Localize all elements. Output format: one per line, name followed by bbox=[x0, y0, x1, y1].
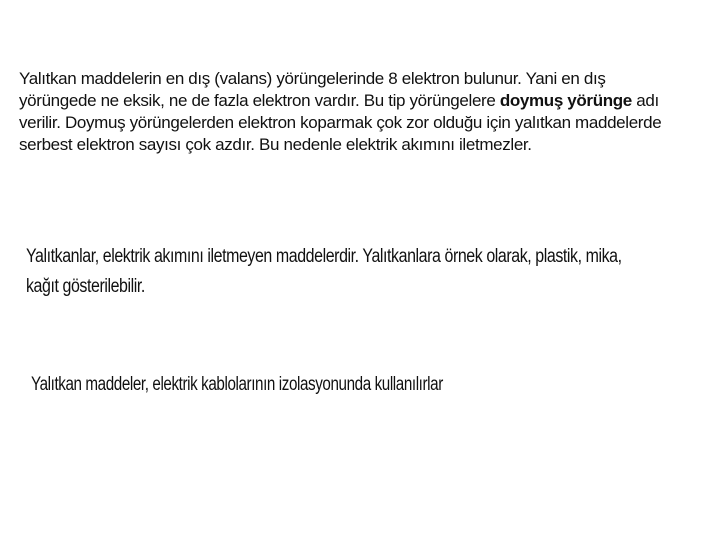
paragraph-line: kağıt gösterilebilir. bbox=[26, 276, 145, 297]
emphasis-term: doymuş yörünge bbox=[499, 91, 632, 110]
paragraph-line: Yalıtkan maddeler, elektrik kablolarının izolasyonunda kullanılırlar bbox=[31, 374, 443, 395]
paragraph-line bbox=[19, 90, 709, 112]
text-run: adı bbox=[631, 91, 659, 110]
text-run: yörüngede ne eksik, ne de fazla elektron vardır. Bu tip yörüngelere bbox=[19, 91, 500, 110]
paragraph-insulator-examples bbox=[26, 242, 715, 302]
paragraph-line: serbest elektron sayısı çok azdır. Bu nedenle elektrik akımını iletmezler. bbox=[19, 135, 532, 154]
paragraph-line: Yalıtkan maddelerin en dış (valans) yörüngelerinde 8 elektron bulunur. Yani en dış bbox=[19, 69, 606, 88]
paragraph-line: Yalıtkanlar, elektrik akımını iletmeyen maddelerdir. Yalıtkanlara örnek olarak, plastik, mika, bbox=[26, 246, 622, 267]
paragraph-insulator-usage bbox=[31, 372, 443, 398]
paragraph-valence-electrons bbox=[19, 68, 709, 156]
paragraph-line: verilir. Doymuş yörüngelerden elektron koparmak çok zor olduğu için yalıtkan maddelerde bbox=[19, 113, 662, 132]
